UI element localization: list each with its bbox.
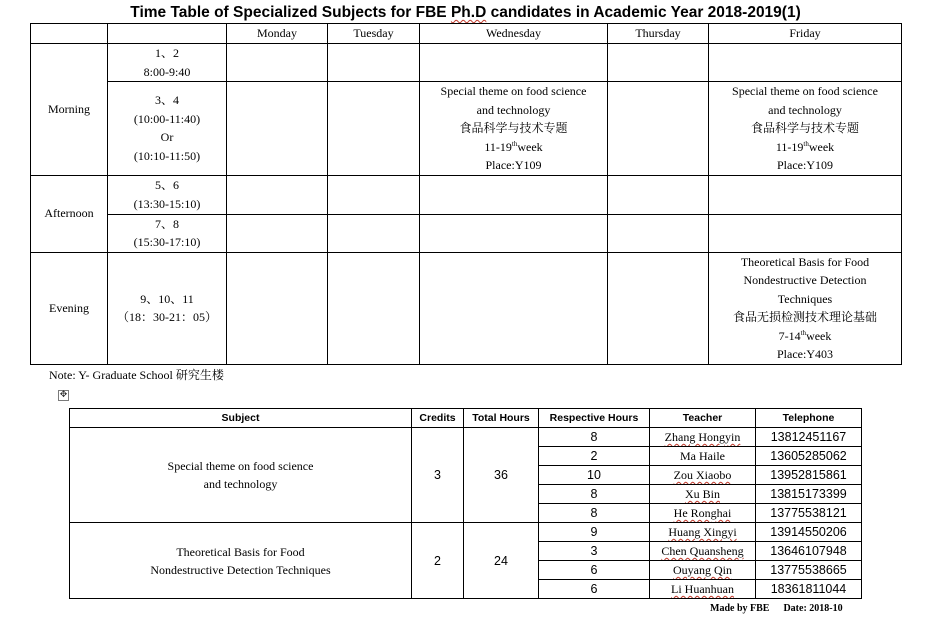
empty-cell [227, 214, 328, 252]
slot-cell [108, 175, 227, 214]
class-title-cn: 食品无损检测技术理论基础 [732, 310, 877, 324]
teacher-name: Chen Quansheng [661, 544, 744, 558]
weeks-range: 11-19 [775, 139, 804, 154]
empty-cell [420, 252, 608, 364]
empty-cell [328, 252, 420, 364]
empty-cell [227, 175, 328, 214]
slot-cell [108, 82, 227, 176]
teacher-name: Ouyang Qin [673, 563, 732, 577]
timetable-header-row [31, 24, 902, 44]
day-header-thursday: Thursday [608, 24, 709, 44]
day-header-wednesday: Wednesday [420, 24, 608, 44]
header-respective-hours: Respective Hours [539, 409, 650, 428]
total-hours-cell: 36 [464, 428, 539, 523]
teacher-name: Xu Bin [684, 487, 720, 501]
teacher-name: Li Huanhuan [671, 582, 734, 596]
day-header-tuesday: Tuesday [328, 24, 420, 44]
made-by-text: Made by FBE [710, 603, 770, 614]
phone-cell: 13914550206 [756, 523, 862, 542]
class-title-line: Special theme on food science [732, 84, 878, 98]
hours-cell: 2 [539, 447, 650, 466]
teacher-cell [650, 523, 756, 542]
class-title-line: Techniques [777, 291, 833, 306]
hours-cell: 10 [539, 466, 650, 485]
subject-name-line: Nondestructive Detection Techniques [150, 562, 331, 577]
slot-line: (13:30-15:10) [133, 196, 201, 211]
empty-cell [709, 214, 902, 252]
weeks-suffix: th [511, 139, 518, 148]
teacher-name: Ma Haile [680, 449, 725, 463]
subject-name-line: and technology [203, 477, 278, 491]
day-header-friday: Friday [709, 24, 902, 44]
teacher-name: Zhang Hongyin [664, 430, 741, 444]
slot-cell [108, 252, 227, 364]
timetable-row-afternoon-1 [31, 175, 902, 214]
teacher-cell [650, 485, 756, 504]
table-row [70, 428, 862, 447]
title-text-phd: Ph.D [450, 4, 487, 21]
phone-cell: 13812451167 [756, 428, 862, 447]
empty-cell [227, 252, 328, 364]
header-subject: Subject [70, 409, 412, 428]
credits-cell: 3 [412, 428, 464, 523]
class-title-line: and technology [476, 102, 551, 117]
note-text: Note: Y- Graduate School 研究生楼 [49, 368, 224, 382]
subject-name-cell [70, 523, 412, 599]
teacher-cell [650, 580, 756, 599]
hours-cell: 8 [539, 504, 650, 523]
empty-cell [328, 175, 420, 214]
subject-name-line: Theoretical Basis for Food [176, 544, 305, 559]
weeks-range: 7-14 [778, 328, 801, 343]
teacher-name: Zou Xiaobo [673, 468, 732, 482]
period-label-morning: Morning [31, 44, 108, 176]
subjects-table [69, 408, 862, 599]
teacher-name: He Ronghai [673, 506, 732, 520]
header-teacher: Teacher [650, 409, 756, 428]
empty-cell [328, 44, 420, 82]
subject-name-line: Special theme on food science [167, 459, 314, 473]
class-title-line: Special theme on food science [440, 84, 587, 98]
page-title [30, 3, 901, 23]
slot-line: 8:00-9:40 [143, 64, 191, 79]
slot-line: 5、6 [154, 178, 179, 192]
weeks-word: week [517, 139, 543, 154]
timetable-row-evening [31, 252, 902, 364]
title-text-prefix: Time Table of Specialized Subjects for FBE [130, 4, 451, 21]
phone-cell: 13815173399 [756, 485, 862, 504]
empty-cell [608, 82, 709, 176]
empty-cell [227, 44, 328, 82]
empty-cell [420, 44, 608, 82]
phone-cell: 13646107948 [756, 542, 862, 561]
weeks-suffix: th [800, 328, 807, 337]
empty-cell [227, 82, 328, 176]
weeks-word: week [806, 328, 832, 343]
table-row [70, 523, 862, 542]
date-text: Date: 2018-10 [783, 603, 843, 614]
subjects-header-row [70, 409, 862, 428]
teacher-cell [650, 504, 756, 523]
slot-line: Or [160, 130, 174, 145]
slot-line: 7、8 [154, 216, 179, 231]
weeks-word: week [808, 139, 835, 154]
class-title-line: and technology [768, 102, 842, 117]
total-hours-cell: 24 [464, 523, 539, 599]
class-title-cn: 食品科学与技术专题 [459, 121, 568, 135]
header-credits: Credits [412, 409, 464, 428]
hours-cell: 9 [539, 523, 650, 542]
empty-cell [608, 44, 709, 82]
empty-cell [709, 175, 902, 214]
class-cell-friday-food [709, 82, 902, 176]
class-weeks [711, 138, 899, 157]
period-label-evening: Evening [31, 252, 108, 364]
header-telephone: Telephone [756, 409, 862, 428]
slot-line: （18：30-21：05） [117, 310, 217, 324]
timetable [30, 23, 902, 365]
hours-cell: 6 [539, 580, 650, 599]
footer-credit [710, 602, 843, 616]
weeks-range: 11-19 [484, 139, 512, 154]
slot-cell [108, 44, 227, 82]
title-text-suffix: candidates in Academic Year 2018-2019(1) [486, 4, 801, 21]
slot-line: (10:00-11:40) [133, 111, 201, 126]
class-place: Place:Y109 [485, 158, 542, 172]
class-title-cn: 食品科学与技术专题 [750, 121, 859, 135]
hours-cell: 6 [539, 561, 650, 580]
teacher-cell [650, 447, 756, 466]
period-label-afternoon: Afternoon [31, 175, 108, 252]
class-place: Place:Y109 [777, 158, 833, 172]
phone-cell: 18361811044 [756, 580, 862, 599]
hours-cell: 3 [539, 542, 650, 561]
header-empty-cell [31, 24, 108, 44]
weeks-suffix: th [803, 139, 809, 148]
header-empty-cell [108, 24, 227, 44]
empty-cell [608, 214, 709, 252]
phone-cell: 13952815861 [756, 466, 862, 485]
phone-cell: 13605285062 [756, 447, 862, 466]
empty-cell [608, 252, 709, 364]
class-weeks [711, 327, 899, 346]
move-handle-icon[interactable]: ✥ [59, 390, 68, 400]
empty-cell [420, 214, 608, 252]
empty-cell [420, 175, 608, 214]
empty-cell [328, 214, 420, 252]
slot-line: (15:30-17:10) [133, 235, 201, 249]
teacher-name: Huang Xingyi [668, 525, 737, 539]
timetable-row-afternoon-2 [31, 214, 902, 252]
class-cell-friday-nde [709, 252, 902, 364]
credits-cell: 2 [412, 523, 464, 599]
timetable-row-morning-2 [31, 82, 902, 176]
phone-cell: 13775538121 [756, 504, 862, 523]
slot-line: (10:10-11:50) [133, 148, 201, 163]
teacher-cell [650, 466, 756, 485]
slot-line: 1、2 [154, 46, 179, 60]
class-title-line: Nondestructive Detection [743, 273, 867, 287]
class-title-line: Theoretical Basis for Food [740, 254, 870, 269]
class-cell-wednesday-food [420, 82, 608, 176]
day-header-monday: Monday [227, 24, 328, 44]
class-place: Place:Y403 [777, 347, 833, 361]
slot-line: 3、4 [154, 93, 179, 108]
empty-cell [328, 82, 420, 176]
empty-cell [709, 44, 902, 82]
slot-cell [108, 214, 227, 252]
teacher-cell [650, 428, 756, 447]
subject-name-cell [70, 428, 412, 523]
header-total-hours: Total Hours [464, 409, 539, 428]
empty-cell [608, 175, 709, 214]
timetable-row-morning-1 [31, 44, 902, 82]
hours-cell: 8 [539, 485, 650, 504]
phone-cell: 13775538665 [756, 561, 862, 580]
teacher-cell [650, 561, 756, 580]
slot-line: 9、10、11 [140, 291, 194, 306]
hours-cell: 8 [539, 428, 650, 447]
class-weeks [422, 138, 605, 157]
teacher-cell [650, 542, 756, 561]
